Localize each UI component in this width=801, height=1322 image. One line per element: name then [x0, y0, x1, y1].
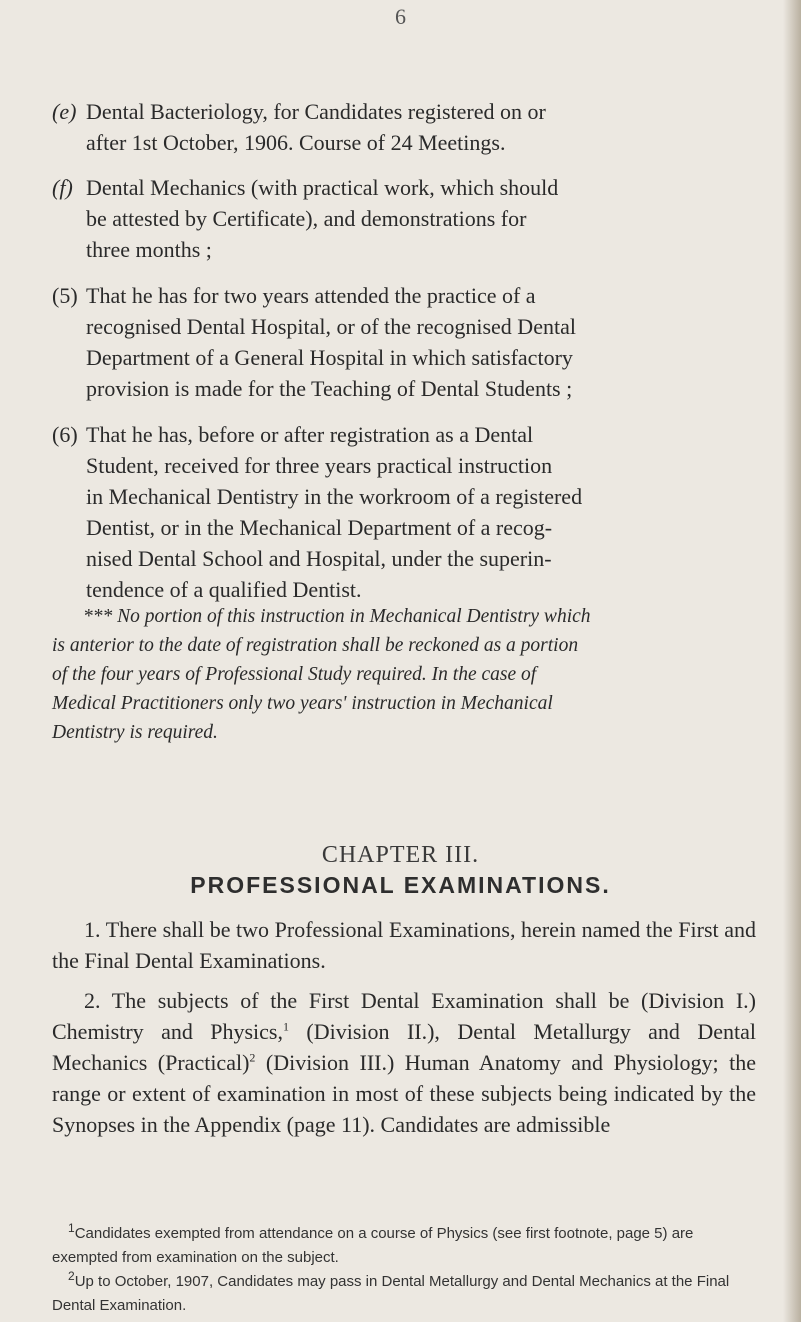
paragraph-2-part-c: (Division III.) Human Anatomy and Physiology; the range or extent of examination in most of these subjects being indicated by the Synopses in the Appendix (page 11). Candidates are admissible — [52, 1050, 756, 1137]
note-line-5: Dentistry is required. — [52, 722, 218, 743]
item-5-line-4: provision is made for the Teaching of Dental Students ; — [86, 376, 573, 401]
item-5-line-3: Department of a General Hospital in which satisfactory — [86, 345, 573, 370]
item-e-line-2: after 1st October, 1906. Course of 24 Meetings. — [86, 130, 506, 155]
page-number: 6 — [395, 4, 406, 29]
footnote-2-mark: 2 — [68, 1269, 75, 1283]
item-6-line-1: That he has, before or after registration as a Dental — [86, 422, 534, 447]
note-line-2: is anterior to the date of registration shall be reckoned as a portion — [52, 635, 579, 656]
paragraph-2 — [52, 985, 756, 1140]
footnote-1 — [52, 1222, 756, 1270]
item-6-line-6: tendence of a qualified Dentist. — [86, 577, 362, 602]
item-6-line-4: Dentist, or in the Mechanical Department of a recog- — [86, 515, 553, 540]
item-f-line-3: three months ; — [86, 237, 212, 262]
note-line-4: Medical Practitioners only two years' instruction in Mechanical — [52, 693, 553, 714]
item-6-line-5: nised Dental School and Hospital, under the superin- — [86, 546, 552, 571]
note-line-3: of the four years of Professional Study required. In the case of — [52, 664, 537, 685]
note-line-1: *** No portion of this instruction in Mechanical Dentistry which — [83, 606, 591, 627]
item-f-line-1: Dental Mechanics (with practical work, which should — [86, 175, 559, 200]
item-f-label: (f) — [52, 175, 73, 200]
item-e-label: (e) — [52, 99, 77, 124]
paragraph-2-part-a: 2. The subjects of the First Dental Examination shall be (Division I.) Chemistry and Physics, — [52, 988, 756, 1044]
item-6-line-3: in Mechanical Dentistry in the workroom of a registered — [86, 484, 583, 509]
item-5-label: (5) — [52, 283, 78, 308]
section-heading: PROFESSIONAL EXAMINATIONS. — [190, 872, 611, 898]
footnote-1-mark: 1 — [68, 1221, 75, 1235]
page-edge-shadow — [783, 0, 801, 1322]
item-f-line-2: be attested by Certificate), and demonstrations for — [86, 206, 527, 231]
footnote-2 — [52, 1270, 756, 1318]
footnote-ref-2: 2 — [249, 1050, 256, 1065]
footnote-2-text: Up to October, 1907, Candidates may pass in Dental Metallurgy and Dental Mechanics at the Final Dental Examination. — [52, 1273, 730, 1314]
item-5-line-2: recognised Dental Hospital, or of the recognised Dental — [86, 314, 576, 339]
item-e-line-1: Dental Bacteriology, for Candidates registered on or — [86, 99, 546, 124]
item-6-label: (6) — [52, 422, 78, 447]
item-6-line-2: Student, received for three years practical instruction — [86, 453, 553, 478]
paragraph-2-part-b: (Division II.), Dental Metallurgy and Dental Mechanics (Practical) — [52, 1019, 756, 1075]
paragraph-1: 1. There shall be two Professional Examinations, herein named the First and the Final Dental Examinations. — [52, 917, 756, 973]
chapter-title: CHAPTER III. — [321, 842, 480, 868]
item-5-line-1: That he has for two years attended the practice of a — [86, 283, 536, 308]
footnote-1-text: Candidates exempted from attendance on a course of Physics (see first footnote, page 5) are exempted from examination on the subject. — [52, 1225, 694, 1266]
footnote-ref-1: 1 — [283, 1019, 289, 1034]
